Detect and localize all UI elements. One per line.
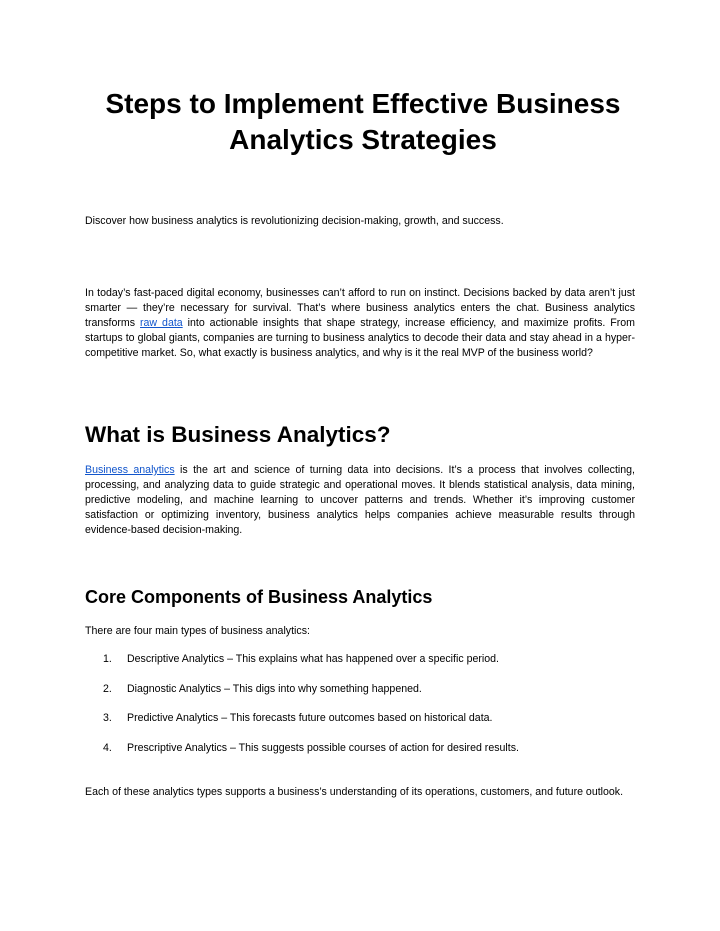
list-item-number: 1.	[103, 653, 112, 665]
list-item-text: Prescriptive Analytics – This suggests possible courses of action for desired results.	[127, 741, 519, 754]
analytics-types-list	[85, 652, 635, 770]
core-components-lead: There are four main types of business analytics:	[85, 625, 310, 637]
raw-data-link[interactable]: raw data	[140, 317, 183, 329]
list-item	[85, 711, 635, 741]
intro-text-before-link: In today’s fast-paced digital economy, businesses can’t afford to run on instinct. Decisions backed by data aren’t just smarter — they’re necessary for survival. That’s where business analytics enters the chat. Business analytics transforms	[85, 287, 635, 329]
section-heading-core-components: Core Components of Business Analytics	[85, 587, 433, 607]
list-item-number: 3.	[103, 712, 112, 724]
closing-paragraph: Each of these analytics types supports a business’s understanding of its operations, customers, and future outlook.	[85, 786, 624, 798]
list-item-text: Descriptive Analytics – This explains what has happened over a specific period.	[127, 653, 499, 665]
list-item-number: 4.	[103, 741, 112, 754]
intro-text-after-link: into actionable insights that shape strategy, increase efficiency, and maximize profits. From startups to global giants, companies are turning to business analytics to decode their data and stay ahead in a hyper-competitive market. So, what exactly is business analytics, and why is it the real MVP of the business world?	[85, 317, 635, 359]
list-item-text: Diagnostic Analytics – This digs into why something happened.	[127, 682, 422, 695]
section-heading-what-is-business-analytics: What is Business Analytics?	[85, 422, 391, 447]
list-item	[85, 741, 635, 771]
definition-text: is the art and science of turning data into decisions. It’s a process that involves collecting, processing, and analyzing data to guide strategic and operational moves. It blends statistical analysis, data mining, predictive modeling, and machine learning to uncover patterns and trends. Whether it’s improving customer satisfaction or optimizing inventory, business analytics helps companies achieve measurable results through evidence-based decision-making.	[85, 464, 635, 536]
subtitle: Discover how business analytics is revolutionizing decision-making, growth, and success.	[85, 215, 504, 227]
definition-paragraph	[85, 463, 635, 538]
document-title: Steps to Implement Effective Business Analytics Strategies	[105, 88, 621, 155]
list-item-number: 2.	[103, 682, 112, 695]
intro-paragraph	[85, 286, 635, 361]
list-item	[85, 652, 635, 682]
list-item-text: Predictive Analytics – This forecasts future outcomes based on historical data.	[127, 712, 493, 724]
business-analytics-link[interactable]: Business analytics	[85, 464, 175, 476]
list-item	[85, 682, 635, 712]
